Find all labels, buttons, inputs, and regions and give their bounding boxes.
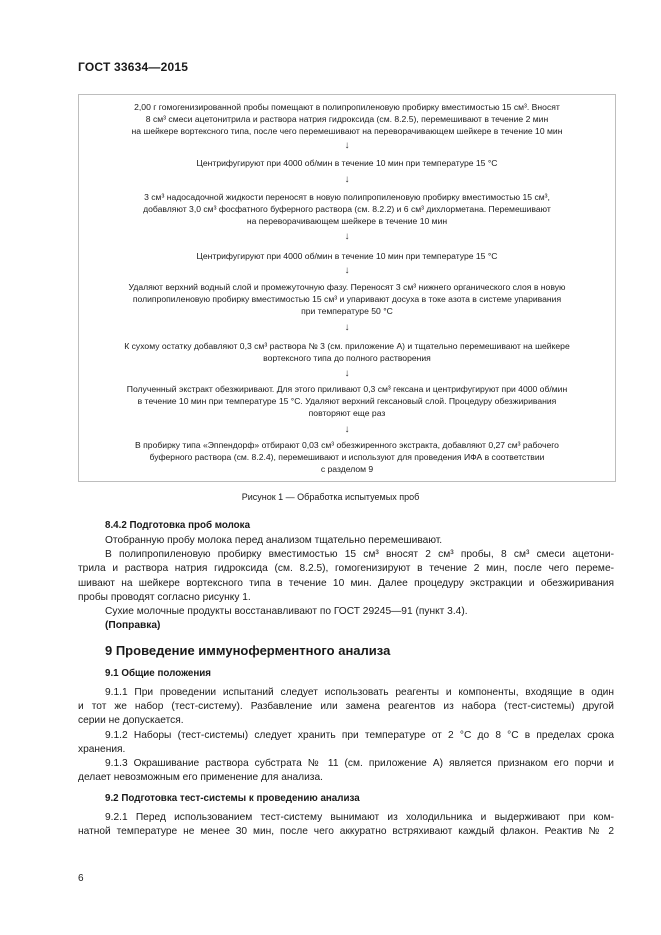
flow-line: повторяют еще раз (308, 408, 386, 418)
flow-step-2 (79, 157, 615, 169)
flow-step-3 (79, 191, 615, 227)
flow-line: вортексного типа до полного растворения (263, 353, 431, 363)
text-line: шивают на шейкере вортексного типа в течение 10 мин. Далее процедуру экстракции и обезжиривания (78, 577, 614, 589)
amendment-note: (Поправка) (105, 620, 161, 632)
flow-line: К сухому остатку добавляют 0,3 см³ раствора № 3 (см. приложение А) и тщательно перемешивают на шейкере (124, 341, 570, 351)
flow-line: 8 см³ смеси ацетонитрила и раствора натрия гидроксида (см. 8.2.5), перемешивают в течение 2 мин (145, 114, 549, 124)
flow-line: Центрифугируют при 4000 об/мин в течение 10 мин при температуре 15 °С (196, 251, 498, 261)
text-line: В полипропиленовую пробирку вместимостью 15 см³ вносят 2 см³ пробы, 8 см³ смеси ацетони- (105, 549, 614, 561)
figure-caption: Рисунок 1 — Обработка испытуемых проб (241, 492, 420, 502)
flow-step-8 (79, 439, 615, 475)
text-line: натной температуре не менее 30 мин, после чего аккуратно встряхивают каждый флакон. Реактив № 2 (78, 826, 614, 838)
flow-line: Удаляют верхний водный слой и промежуточную фазу. Переносят 3 см³ нижнего органического слоя в новую (128, 282, 566, 292)
flow-arrow: ↓ (344, 174, 350, 185)
text-line: 9.2.1 Перед использованием тест-систему вынимают из холодильника и выдерживают при ком- (105, 812, 614, 823)
document-header: ГОСТ 33634—2015 (78, 60, 189, 74)
text-line: Отобранную пробу молока перед анализом тщательно перемешивают. (105, 535, 443, 546)
text-line: Сухие молочные продукты восстанавливают по ГОСТ 29245—91 (пункт 3.4). (105, 606, 468, 618)
flow-line: на переворачивающем шейкере в течение 10 мин (246, 216, 448, 226)
text-line: делает невозможным его применение для анализа. (78, 772, 323, 784)
text-line: пробы проводят согласно рисунку 1. (78, 591, 251, 603)
paragraph-91 (78, 686, 614, 785)
flow-line: 3 см³ надосадочной жидкости переносят в новую полипропиленовую пробирку вместимостью 15 см³, (144, 192, 550, 202)
flow-arrow: ↓ (344, 368, 350, 379)
flow-line: в течение 10 мин при температуре 15 °С. Удаляют верхний гексановый слой. Процедуру обезжиривания (137, 396, 557, 406)
text-line: 9.1.1 При проведении испытаний следует использовать реагенты и компоненты, входящие в один (105, 687, 614, 698)
flow-arrow: ↓ (344, 424, 350, 435)
subsection-title-91: 9.1 Общие положения (105, 668, 212, 679)
section-title-9: 9 Проведение иммуноферментного анализа (105, 643, 391, 658)
text-line: и тот же набор (тест-систему). Разбавление или замена реагентов из набора (тест-системы) другой (78, 701, 614, 713)
text-line: трила и раствора натрия гидроксида (см. 8.2.5), гомогенизируют в течение 2 мин, после чего переме- (78, 563, 614, 575)
flow-line: 2,00 г гомогенизированной пробы помещают в полипропиленовую пробирку вместимостью 15 см³. Вносят (134, 102, 560, 112)
flow-line: Центрифугируют при 4000 об/мин в течение 10 мин при температуре 15 °С (196, 158, 498, 168)
flow-step-7 (79, 383, 615, 419)
text-line: 9.1.3 Окрашивание раствора субстрата № 11 (см. приложение А) является признаком его порчи и (105, 758, 614, 770)
page-number: 6 (78, 873, 84, 884)
flow-step-5 (79, 281, 615, 317)
flow-arrow: ↓ (344, 265, 350, 276)
flow-arrow: ↓ (344, 322, 350, 333)
flowchart (78, 94, 616, 482)
text-line: хранения. (78, 743, 126, 755)
text-line: серии не допускается. (78, 715, 184, 727)
flow-line: на шейкере вортексного типа, после чего перемешивают на переворачивающем шейкере в течение 10 мин (131, 126, 563, 136)
flow-step-6 (79, 340, 615, 364)
flow-line: полипропиленовую пробирку вместимостью 15 см³ и упаривают досуха в токе азота в системе упаривания (132, 294, 562, 304)
flow-line: добавляют 3,0 см³ фосфатного буферного раствора (см. 8.2.2) и 6 см³ дихлорметана. Перемешивают (143, 204, 551, 214)
flow-line: буферного раствора (см. 8.2.4), перемешивают и используют для проведения ИФА в соответствии (149, 452, 545, 462)
flow-arrow: ↓ (344, 231, 350, 242)
flow-line: с разделом 9 (320, 464, 374, 474)
flow-line: Полученный экстракт обезжиривают. Для этого приливают 0,3 см³ гексана и центрифугируют при 4000 об/мин (126, 384, 568, 394)
flow-line: В пробирку типа «Эппендорф» отбирают 0,03 см³ обезжиренного экстракта, добавляют 0,27 см³ рабочего (135, 440, 559, 450)
flow-step-1 (79, 101, 615, 137)
text-line: 9.1.2 Наборы (тест-системы) следует хранить при температуре от 2 °С до 8 °С в пределах срока (105, 729, 614, 741)
flow-line: при температуре 50 °С (301, 306, 393, 316)
paragraph-92 (78, 811, 614, 839)
subsection-title-92: 9.2 Подготовка тест-системы к проведению анализа (105, 793, 360, 804)
subsection-title-842: 8.4.2 Подготовка проб молока (105, 520, 251, 531)
flow-arrow: ↓ (344, 140, 350, 151)
flow-step-4 (79, 250, 615, 262)
paragraph-842 (78, 534, 614, 633)
